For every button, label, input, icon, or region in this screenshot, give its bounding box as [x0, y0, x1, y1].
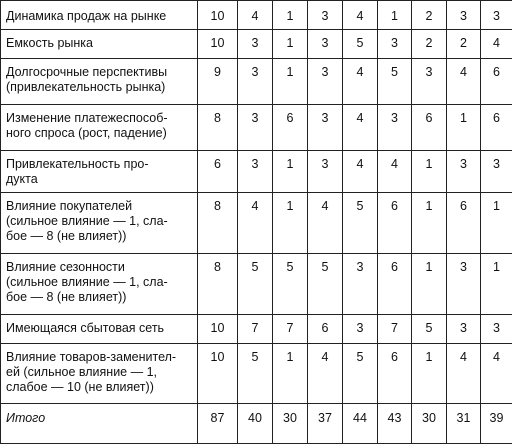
total-cell: 40 [238, 404, 273, 444]
cell: 4 [481, 344, 512, 404]
cell: 10 [198, 315, 238, 344]
cell: 3 [308, 105, 343, 151]
cell: 3 [481, 1, 512, 30]
table-row [1, 30, 512, 59]
cell: 4 [447, 344, 481, 404]
cell: 4 [343, 105, 378, 151]
cell: 6 [481, 59, 512, 105]
cell: 4 [308, 344, 343, 404]
cell: 1 [378, 1, 412, 30]
cell: 10 [198, 1, 238, 30]
cell: 3 [378, 105, 412, 151]
cell: 5 [343, 193, 378, 254]
table-row [1, 59, 512, 105]
cell: 3 [481, 151, 512, 193]
table-row [1, 315, 512, 344]
row-label: Изменение платежеспособ- ного спроса (рост, падение) [1, 105, 198, 151]
cell: 3 [447, 254, 481, 315]
cell: 7 [238, 315, 273, 344]
cell: 1 [481, 254, 512, 315]
cell: 5 [343, 344, 378, 404]
cell: 3 [308, 1, 343, 30]
cell: 4 [238, 193, 273, 254]
total-row [1, 404, 512, 444]
cell: 1 [481, 193, 512, 254]
cell: 3 [343, 315, 378, 344]
cell: 3 [412, 59, 447, 105]
cell: 1 [273, 59, 308, 105]
cell: 1 [447, 105, 481, 151]
cell: 10 [198, 344, 238, 404]
total-cell: 43 [378, 404, 412, 444]
cell: 5 [378, 59, 412, 105]
cell: 3 [378, 30, 412, 59]
total-cell: 31 [447, 404, 481, 444]
cell: 6 [273, 105, 308, 151]
cell: 8 [198, 193, 238, 254]
cell: 6 [378, 344, 412, 404]
cell: 8 [198, 254, 238, 315]
cell: 6 [481, 105, 512, 151]
cell: 8 [198, 105, 238, 151]
cell: 1 [273, 151, 308, 193]
table-body [1, 1, 512, 444]
cell: 3 [481, 315, 512, 344]
cell: 1 [273, 30, 308, 59]
cell: 2 [412, 1, 447, 30]
cell: 6 [378, 193, 412, 254]
cell: 3 [447, 151, 481, 193]
total-cell: 39 [481, 404, 512, 444]
row-label: Динамика продаж на рынке [1, 1, 198, 30]
cell: 10 [198, 30, 238, 59]
row-label: Емкость рынка [1, 30, 198, 59]
cell: 3 [238, 59, 273, 105]
total-cell: 37 [308, 404, 343, 444]
cell: 3 [343, 254, 378, 315]
cell: 2 [412, 30, 447, 59]
table-row [1, 254, 512, 315]
row-label: Влияние сезонности (сильное влияние — 1, сла- бое — 8 (не влияет)) [1, 254, 198, 315]
row-label: Имеющаяся сбытовая сеть [1, 315, 198, 344]
cell: 1 [412, 344, 447, 404]
cell: 3 [238, 151, 273, 193]
cell: 4 [343, 151, 378, 193]
cell: 4 [481, 30, 512, 59]
cell: 5 [308, 254, 343, 315]
table-row [1, 344, 512, 404]
cell: 4 [343, 1, 378, 30]
cell: 6 [308, 315, 343, 344]
cell: 7 [273, 315, 308, 344]
cell: 6 [412, 105, 447, 151]
cell: 3 [447, 1, 481, 30]
cell: 3 [238, 30, 273, 59]
cell: 1 [412, 193, 447, 254]
cell: 4 [238, 1, 273, 30]
cell: 4 [447, 59, 481, 105]
table-row [1, 1, 512, 30]
table-row [1, 151, 512, 193]
cell: 6 [447, 193, 481, 254]
cell: 3 [308, 30, 343, 59]
cell: 4 [308, 193, 343, 254]
cell: 3 [308, 151, 343, 193]
cell: 5 [273, 254, 308, 315]
cell: 5 [343, 30, 378, 59]
total-cell: 44 [343, 404, 378, 444]
table-row [1, 105, 512, 151]
total-cell: 30 [273, 404, 308, 444]
row-label: Влияние товаров-заменител- ей (сильное влияние — 1, слабое — 10 (не влияет)) [1, 344, 198, 404]
row-label: Привлекательность про- дукта [1, 151, 198, 193]
cell: 1 [412, 151, 447, 193]
row-label: Влияние покупателей (сильное влияние — 1, сла- бое — 8 (не влияет)) [1, 193, 198, 254]
total-cell: 87 [198, 404, 238, 444]
cell: 7 [378, 315, 412, 344]
cell: 6 [378, 254, 412, 315]
table-row [1, 193, 512, 254]
row-label: Долгосрочные перспективы (привлекательность рынка) [1, 59, 198, 105]
cell: 9 [198, 59, 238, 105]
cell: 6 [198, 151, 238, 193]
cell: 4 [378, 151, 412, 193]
cell: 3 [238, 105, 273, 151]
cell: 5 [238, 254, 273, 315]
total-label: Итого [1, 404, 198, 444]
cell: 4 [343, 59, 378, 105]
cell: 3 [447, 315, 481, 344]
cell: 3 [308, 59, 343, 105]
cell: 1 [273, 344, 308, 404]
cell: 1 [273, 193, 308, 254]
total-cell: 30 [412, 404, 447, 444]
cell: 1 [412, 254, 447, 315]
cell: 1 [273, 1, 308, 30]
cell: 5 [238, 344, 273, 404]
cell: 5 [412, 315, 447, 344]
cell: 2 [447, 30, 481, 59]
